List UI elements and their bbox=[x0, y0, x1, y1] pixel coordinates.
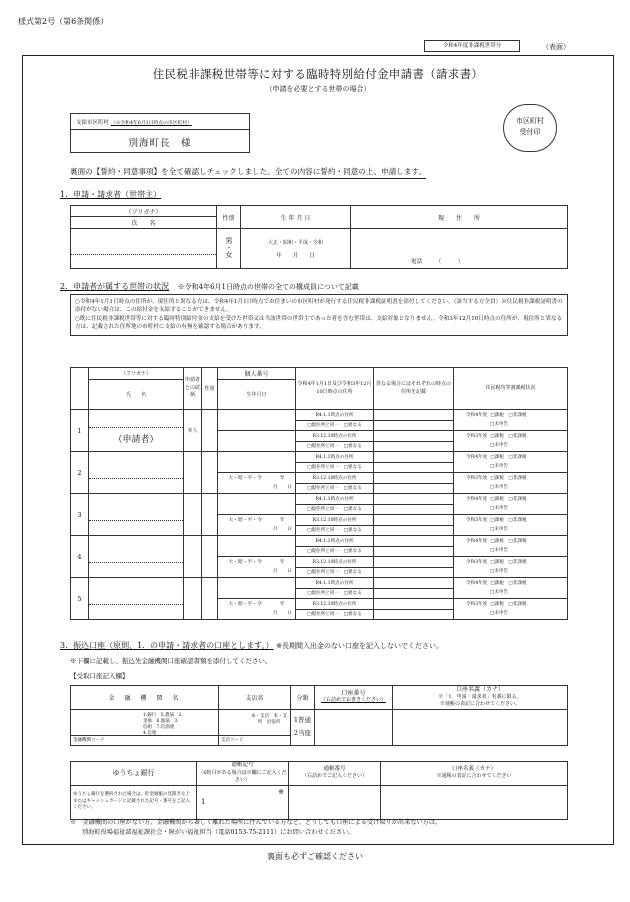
household-member-name[interactable] bbox=[89, 452, 184, 494]
address-status-1: R4.1.1時点の住所 bbox=[296, 452, 374, 463]
household-member-birth[interactable] bbox=[218, 473, 296, 494]
address-status-3: R3.12.10時点の住所 bbox=[296, 473, 374, 484]
account-holder-field[interactable] bbox=[393, 709, 568, 745]
tax-year: 令和4年度 bbox=[466, 497, 488, 502]
section1-heading-text: 1．申請・請求者（世帯主） bbox=[60, 190, 162, 199]
household-rows bbox=[70, 409, 568, 620]
tax-unfiled: □未申告 bbox=[490, 422, 509, 427]
section2-heading-text: 2．申請者が属する世帯の状況 bbox=[60, 282, 170, 291]
tax-options: □課税 □非課税 bbox=[490, 497, 527, 502]
household-table bbox=[70, 367, 568, 410]
birth-year: 年 bbox=[279, 518, 285, 523]
tax-year: 令和4年度 bbox=[466, 581, 488, 586]
tax-year: 令和4年度 bbox=[466, 413, 488, 418]
birth-md: 月 日 bbox=[272, 611, 292, 616]
holder-header: 口座名義（カナ） ※「1．申請・請求者」名義に限る。 ※通帳の表記に合わせてください。 bbox=[393, 686, 568, 710]
address-diff-field[interactable] bbox=[374, 515, 454, 526]
tax-year: 令和3年度 bbox=[466, 476, 488, 481]
household-member-birth[interactable] bbox=[218, 557, 296, 578]
yucho-mark: ※ bbox=[278, 787, 284, 796]
tax-unfiled: □未申告 bbox=[490, 506, 509, 511]
section3-subnote: ※下欄に記載し、振込先金融機関口座確認書類を添付してください。 bbox=[70, 657, 272, 665]
tax-options: □課税 □非課税 bbox=[490, 518, 527, 523]
household-member-relation[interactable] bbox=[184, 494, 202, 536]
tax-status[interactable] bbox=[454, 452, 568, 473]
tax-options: □課税 □非課税 bbox=[490, 455, 527, 460]
tax-unfiled: □未申告 bbox=[490, 485, 509, 490]
address-status-2[interactable]: □現住所と同一 □異なる bbox=[296, 546, 374, 557]
address-diff-field[interactable] bbox=[374, 609, 454, 620]
address-diff-field[interactable] bbox=[374, 452, 454, 463]
birth-eras: 大・昭・平・令 bbox=[228, 518, 262, 523]
household-row-number: 3 bbox=[71, 494, 89, 536]
hh-col-gender: 性別 bbox=[202, 368, 218, 410]
address-status-4[interactable]: □現住所と同一 □異なる bbox=[296, 609, 374, 620]
tax-year: 令和4年度 bbox=[466, 455, 488, 460]
household-member-name[interactable] bbox=[89, 536, 184, 578]
tax-unfiled: □未申告 bbox=[490, 443, 509, 448]
hh-col-birth: 生年月日 bbox=[218, 380, 296, 410]
bank-name-field[interactable] bbox=[71, 709, 219, 745]
tax-status[interactable] bbox=[454, 578, 568, 599]
household-row bbox=[71, 494, 568, 505]
address-status-3: R3.12.10時点の住所 bbox=[296, 599, 374, 610]
tax-status[interactable] bbox=[454, 536, 568, 557]
address-status-4[interactable]: □現住所と同一 □異なる bbox=[296, 483, 374, 494]
branch-types: 本・支店 本・支所 出張所 bbox=[251, 713, 287, 725]
notice-2: ○既に住民税非課税世帯等に対する臨時特別給付金の支給を受けた世帯又は当該世帯の世帯主であった者を含む世帯は、支給対象となりません。令和3年12月10日時点の住所が、現住所と異なる方は、記載された住所地の市町村に支給の有無を確認する場合があります。 bbox=[75, 315, 563, 331]
section2-notice bbox=[70, 294, 568, 336]
household-member-name[interactable] bbox=[89, 410, 184, 452]
tax-year: 令和3年度 bbox=[466, 602, 488, 607]
household-row bbox=[71, 452, 568, 463]
section3-heading bbox=[60, 640, 443, 651]
footnote-line-1: ※ 金融機関の口座がない方、金融機関から著しく離れた場所に住んでいる方など、どうしても口座による受け取りが出来ない方は、 bbox=[70, 819, 442, 826]
confirm-statement: 裏面の【誓約・同意事項】を全て確認しチェックしました。全ての内容に誓約・同意の上、申請します。 bbox=[70, 166, 426, 179]
branch-field[interactable] bbox=[219, 709, 291, 745]
applicant-phone: 電話 （ ） bbox=[411, 259, 464, 265]
addressee-box bbox=[70, 113, 250, 153]
yucho-holder-field[interactable] bbox=[381, 785, 568, 819]
yucho-header: ゆうちょ銀行 bbox=[71, 762, 197, 786]
form-number: 様式第2号（第6条関係） bbox=[18, 17, 109, 26]
address-diff-field[interactable] bbox=[374, 473, 454, 484]
tax-status[interactable] bbox=[454, 494, 568, 515]
tax-status[interactable] bbox=[454, 515, 568, 536]
bottom-reminder: 裏面も必ずご確認ください bbox=[267, 852, 363, 861]
tax-unfiled: □未申告 bbox=[490, 464, 509, 469]
yucho-no-header: 通帳番号 （右詰めでご記入ください） bbox=[289, 762, 381, 786]
hh-col-tax: 住民税均等割課税状況 bbox=[454, 368, 568, 410]
address-status-2[interactable]: □現住所と同一 □異なる bbox=[296, 420, 374, 431]
tax-unfiled: □未申告 bbox=[490, 569, 509, 574]
addressee-name: 別海町長 様 bbox=[128, 138, 192, 149]
reception-stamp-area bbox=[503, 104, 557, 152]
birth-eras: 大・昭・平・令 bbox=[228, 476, 262, 481]
household-member-id[interactable] bbox=[218, 578, 296, 599]
household-row bbox=[71, 536, 568, 547]
household-member-gender[interactable] bbox=[202, 536, 218, 578]
birth-eras: 大・昭・平・令 bbox=[228, 560, 262, 565]
yucho-number-field[interactable] bbox=[289, 785, 381, 819]
applicant-furigana-label: （フリガナ） bbox=[71, 206, 217, 217]
household-member-birth[interactable] bbox=[218, 515, 296, 536]
household-member-relation[interactable] bbox=[184, 536, 202, 578]
tax-options: □課税 □非課税 bbox=[490, 581, 527, 586]
applicant-name-field[interactable] bbox=[71, 229, 217, 269]
tax-unfiled: □未申告 bbox=[490, 590, 509, 595]
tax-year: 令和3年度 bbox=[466, 518, 488, 523]
footnote-line-2: 別海町役場福祉部福祉課社会・障がい福祉担当（電話0153-75-2111）にお問い合わせください。 bbox=[82, 829, 355, 836]
address-diff-field[interactable] bbox=[374, 410, 454, 421]
address-status-3: R3.12.10時点の住所 bbox=[296, 431, 374, 442]
applicant-address-field[interactable] bbox=[351, 229, 568, 269]
applicant-marker: （申請者） bbox=[113, 435, 159, 445]
tax-status[interactable] bbox=[454, 557, 568, 578]
applicant-table bbox=[70, 205, 568, 269]
address-diff-field[interactable] bbox=[374, 588, 454, 599]
bank-types: 1.銀行 5.農協 2.金庫 6.漁協 3.信組 7.信漁連 4.信連 bbox=[143, 712, 183, 736]
birth-year: 年 bbox=[279, 560, 285, 565]
section2-heading bbox=[60, 281, 359, 292]
household-member-id[interactable] bbox=[218, 410, 296, 431]
account-box-label: 【受取口座記入欄】 bbox=[70, 672, 129, 680]
household-member-id[interactable] bbox=[218, 452, 296, 473]
tax-status[interactable] bbox=[454, 410, 568, 431]
yucho-instruction: ゆうちょ銀行を選択された場合は、貯金通帳の見開き左上またはキャッシュカードに記載された記号・番号をご記入ください。 bbox=[71, 785, 197, 819]
tax-unfiled: □未申告 bbox=[490, 527, 509, 532]
household-row-number: 4 bbox=[71, 536, 89, 578]
address-status-2[interactable]: □現住所と同一 □異なる bbox=[296, 588, 374, 599]
household-member-relation[interactable] bbox=[184, 452, 202, 494]
account-type-current: 2当座 bbox=[293, 729, 312, 737]
branch-code: 支店コード bbox=[219, 735, 290, 745]
branch-header: 支店名 bbox=[219, 686, 291, 710]
applicant-address-label: 現 住 所 bbox=[351, 206, 568, 229]
addressee-note: （※令和4年6月1日時点の市区町村） bbox=[110, 121, 192, 126]
address-diff-field[interactable] bbox=[374, 567, 454, 578]
addressee-label-row bbox=[71, 114, 249, 130]
tax-status[interactable] bbox=[454, 599, 568, 620]
household-member-name[interactable] bbox=[89, 494, 184, 536]
household-member-relation[interactable] bbox=[184, 578, 202, 620]
birth-md: 月 日 bbox=[272, 569, 292, 574]
tax-options: □課税 □非課税 bbox=[490, 434, 527, 439]
applicant-gender-label: 性別 bbox=[217, 206, 241, 229]
applicant-name-label: 氏 名 bbox=[71, 217, 217, 229]
bank-name-header: 金 融 機 関 名 bbox=[71, 686, 219, 710]
household-member-gender[interactable] bbox=[202, 410, 218, 452]
address-diff-field[interactable] bbox=[374, 546, 454, 557]
tax-unfiled: □未申告 bbox=[490, 611, 509, 616]
address-status-2[interactable]: □現住所と同一 □異なる bbox=[296, 504, 374, 515]
page-title: 住民税非課税世帯等に対する臨時特別給付金申請書（請求書） bbox=[152, 67, 484, 81]
hh-col-address-top: 令和4年1月1日及び令和3年12月10日時点の住所 bbox=[296, 368, 374, 410]
address-diff-field[interactable] bbox=[374, 462, 454, 473]
address-status-1: R4.1.1時点の住所 bbox=[296, 536, 374, 547]
side-label: （表面） bbox=[542, 43, 570, 51]
address-diff-field[interactable] bbox=[374, 420, 454, 431]
yucho-prefix: 1 bbox=[201, 797, 206, 806]
category-header: 分類 bbox=[291, 686, 315, 710]
address-status-4[interactable]: □現住所と同一 □異なる bbox=[296, 441, 374, 452]
household-row bbox=[71, 578, 568, 589]
hh-col-id: 個人番号 bbox=[218, 368, 296, 380]
account-type-field[interactable] bbox=[291, 709, 315, 745]
yucho-code-header: 通帳記号 （6桁目がある場合は※欄にご記入ください） bbox=[198, 762, 287, 783]
address-diff-field[interactable] bbox=[374, 578, 454, 589]
address-diff-field[interactable] bbox=[374, 536, 454, 547]
tax-status[interactable] bbox=[454, 473, 568, 494]
tax-options: □課税 □非課税 bbox=[490, 413, 527, 418]
household-rows-table bbox=[70, 409, 568, 620]
stamp-line-1: 市区町村 bbox=[516, 117, 544, 125]
notice-1: ○令和4年1月1日時点の住所が、現住所と異なる方は、令和4年1月1日時点でお住まいの市区町村が発行する住民税非課税証明書を添付してください。（該当する方全員）※住民税非課税証明書の添付がない場合は、この給付金を支給することができません。 bbox=[75, 299, 563, 314]
address-status-1: R4.1.1時点の住所 bbox=[296, 578, 374, 589]
birth-year: 年 bbox=[279, 476, 285, 481]
tax-year: 令和3年度 bbox=[466, 434, 488, 439]
tax-options: □課税 □非課税 bbox=[490, 560, 527, 565]
bank-account-table bbox=[70, 685, 568, 746]
household-member-gender[interactable] bbox=[202, 452, 218, 494]
account-no-header: 口座番号 （右詰めでお書きください） bbox=[315, 686, 393, 710]
address-status-4[interactable]: □現住所と同一 □異なる bbox=[296, 525, 374, 536]
address-status-1: R4.1.1時点の住所 bbox=[296, 410, 374, 421]
address-status-4[interactable]: □現住所と同一 □異なる bbox=[296, 567, 374, 578]
applicant-gender-field[interactable]: 男・女 bbox=[217, 229, 241, 269]
address-status-1: R4.1.1時点の住所 bbox=[296, 494, 374, 505]
section3-heading-note: ※長期間入出金のない口座を記入しないでください。 bbox=[276, 642, 443, 650]
tax-options: □課税 □非課税 bbox=[490, 476, 527, 481]
section1-heading bbox=[60, 189, 161, 200]
household-member-id[interactable] bbox=[218, 494, 296, 515]
address-diff-field[interactable] bbox=[374, 441, 454, 452]
account-number-field[interactable] bbox=[315, 709, 393, 745]
yucho-code-field[interactable] bbox=[197, 785, 289, 819]
tax-options: □課税 □非課税 bbox=[490, 539, 527, 544]
tax-year: 令和3年度 bbox=[466, 560, 488, 565]
address-status-3: R3.12.10時点の住所 bbox=[296, 557, 374, 568]
birth-md: 月 日 bbox=[272, 485, 292, 490]
household-member-relation[interactable]: 本人 bbox=[184, 410, 202, 452]
household-row-number: 2 bbox=[71, 452, 89, 494]
hh-col-furigana: （フリガナ） bbox=[89, 368, 184, 380]
birth-eras: 大・昭・平・令 bbox=[228, 602, 262, 607]
birth-year: 年 bbox=[279, 602, 285, 607]
page-subtitle: （申請を必要とする世帯の場合） bbox=[265, 85, 371, 93]
household-row-number: 1 bbox=[71, 410, 89, 452]
tax-options: □課税 □非課税 bbox=[490, 602, 527, 607]
address-status-3: R3.12.10時点の住所 bbox=[296, 515, 374, 526]
address-diff-field[interactable] bbox=[374, 504, 454, 515]
fiscal-year-badge: 令和4年度非課税世帯分 bbox=[424, 40, 520, 52]
applicant-birth-field[interactable]: 大正・昭和・平成・令和 年 月 日 bbox=[241, 229, 351, 269]
address-diff-field[interactable] bbox=[374, 525, 454, 536]
tax-status[interactable] bbox=[454, 431, 568, 452]
tax-unfiled: □未申告 bbox=[490, 548, 509, 553]
section2-heading-note: ※令和4年6月1日時点の世帯の全ての構成員について記載 bbox=[177, 283, 359, 291]
birth-md: 月 日 bbox=[272, 527, 292, 532]
bank-code: 金融機関コード bbox=[71, 735, 218, 745]
yucho-holder-header: 口座名義（カナ） ※通帳の表記に合わせてください bbox=[381, 762, 568, 786]
household-row bbox=[71, 410, 568, 421]
household-member-id[interactable] bbox=[218, 536, 296, 557]
addressee-label: 支給市区町村 bbox=[76, 120, 110, 126]
household-member-gender[interactable] bbox=[202, 578, 218, 620]
household-member-gender[interactable] bbox=[202, 494, 218, 536]
address-diff-field[interactable] bbox=[374, 599, 454, 610]
household-row-number: 5 bbox=[71, 578, 89, 620]
stamp-line-2: 受付印 bbox=[519, 128, 541, 136]
address-diff-field[interactable] bbox=[374, 483, 454, 494]
tax-year: 令和4年度 bbox=[466, 539, 488, 544]
address-status-2[interactable]: □現住所と同一 □異なる bbox=[296, 462, 374, 473]
hh-col-relation: 申請者との続柄 bbox=[184, 368, 202, 410]
address-diff-field[interactable] bbox=[374, 557, 454, 568]
hh-col-address-diff: 異なる場合にはそれぞれの時点の住所を記載 bbox=[374, 368, 454, 410]
section3-heading-text: 3．振込口座（原則、1．の申請・請求者の口座とします。） bbox=[60, 641, 274, 650]
address-diff-field[interactable] bbox=[374, 431, 454, 442]
household-member-birth[interactable] bbox=[218, 599, 296, 620]
household-member-name[interactable] bbox=[89, 578, 184, 620]
address-diff-field[interactable] bbox=[374, 494, 454, 505]
footnote bbox=[70, 818, 570, 838]
yucho-table bbox=[70, 761, 568, 820]
account-type-ordinary: 1普通 bbox=[293, 716, 312, 724]
applicant-birth-label: 生 年 月 日 bbox=[241, 206, 351, 229]
hh-col-name: 氏 名 bbox=[89, 380, 184, 410]
household-member-birth[interactable] bbox=[218, 431, 296, 452]
